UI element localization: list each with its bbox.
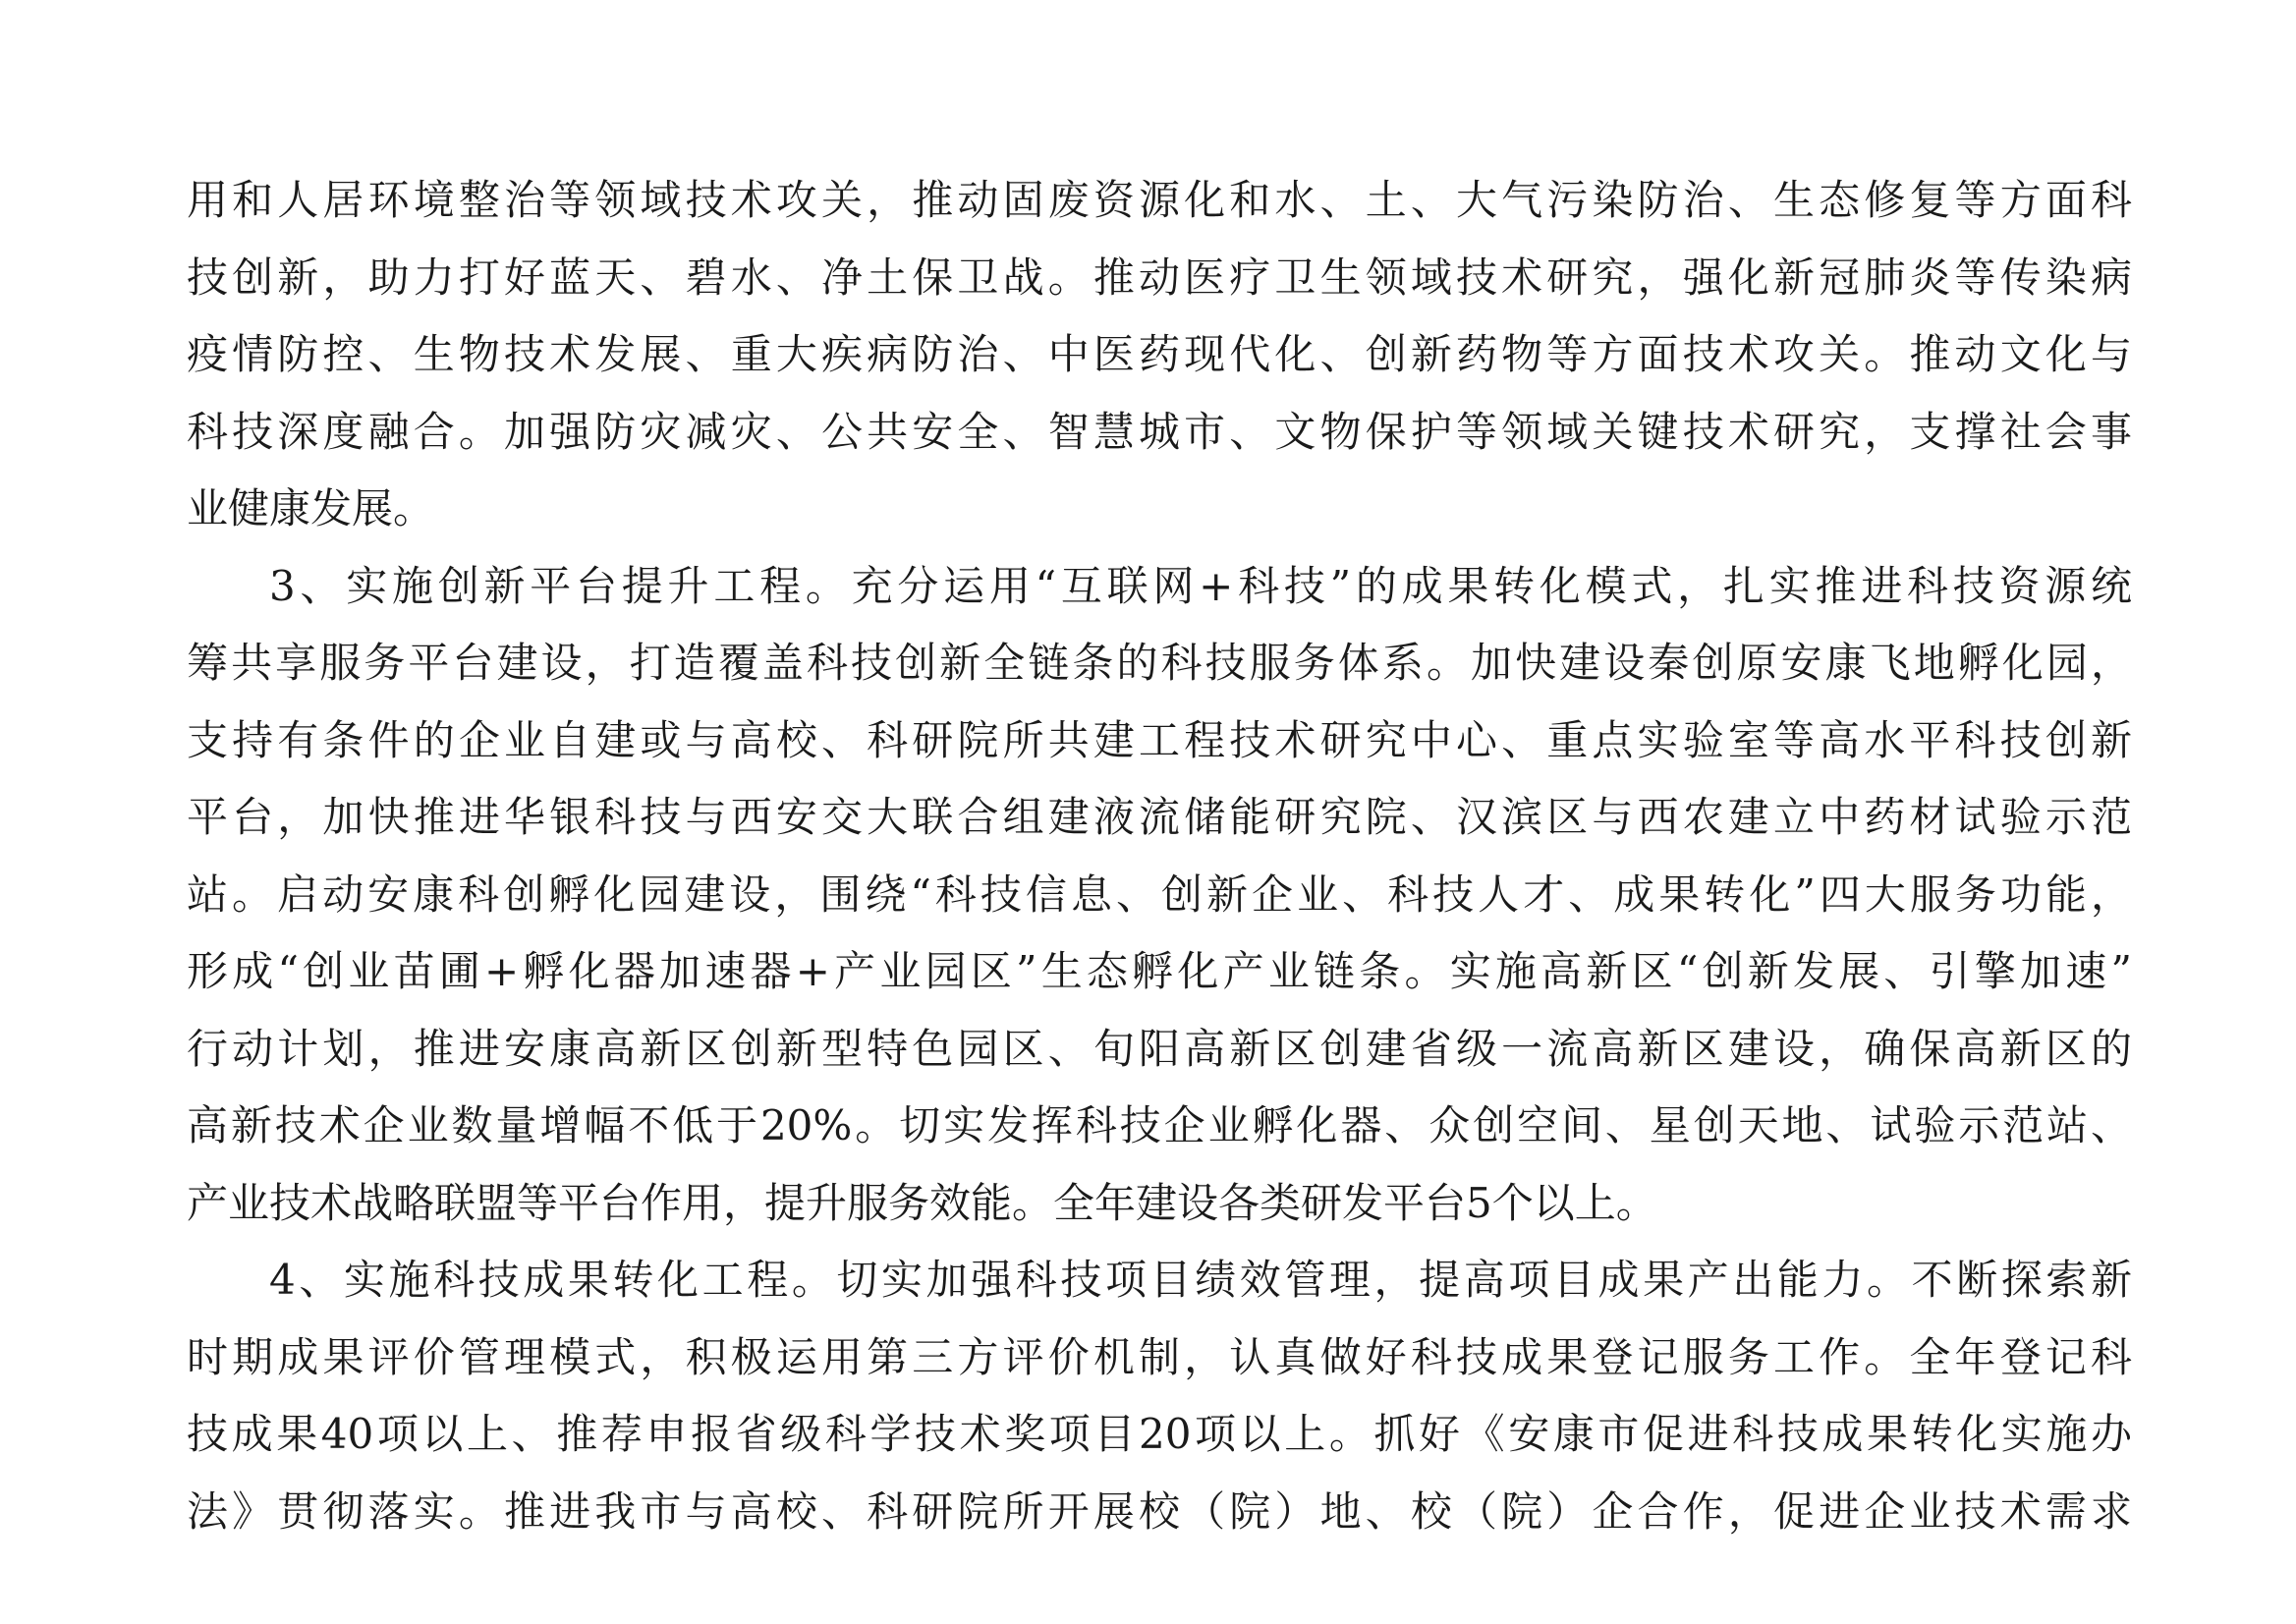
text-line: 疫情防控、生物技术发展、重大疾病防治、中医药现代化、创新药物等方面技术攻关。推动文化与	[187, 330, 2132, 378]
text-line: 业健康发展。	[187, 484, 435, 532]
text-line: 平台，加快推进华银科技与西安交大联合组建液流储能研究院、汉滨区与西农建立中药材试验示范	[187, 793, 2132, 841]
text-line: 支持有条件的企业自建或与高校、科研院所共建工程技术研究中心、重点实验室等高水平科技创新	[187, 715, 2132, 764]
text-line: 技创新，助力打好蓝天、碧水、净土保卫战。推动医疗卫生领域技术研究，强化新冠肺炎等传染病	[187, 252, 2132, 302]
text-line: 用和人居环境整治等领域技术攻关，推动固废资源化和水、土、大气污染防治、生态修复等方面科	[187, 176, 2132, 224]
text-line: 高新技术企业数量增幅不低于20%。切实发挥科技企业孵化器、众创空间、星创天地、试验示范站、	[187, 1101, 2132, 1149]
text-line: 科技深度融合。加强防灾减灾、公共安全、智慧城市、文物保护等领域关键技术研究，支撑社会事	[187, 407, 2132, 456]
text-line: 技成果40项以上、推荐申报省级科学技术奖项目20项以上。抓好《安康市促进科技成果转化实施办	[187, 1410, 2132, 1458]
text-line: 法》贯彻落实。推进我市与高校、科研院所开展校（院）地、校（院）企合作，促进企业技术需求	[187, 1486, 2132, 1536]
paragraph-3	[187, 1242, 2132, 1550]
text-line: 4、实施科技成果转化工程。切实加强科技项目绩效管理，提高项目成果产出能力。不断探索新	[269, 1256, 2132, 1304]
paragraph-1	[187, 162, 2132, 548]
text-line: 形成“创业苗圃+孵化器加速器+产业园区”生态孵化产业链条。实施高新区“创新发展、引擎加速”	[187, 947, 2132, 995]
text-line: 站。启动安康科创孵化园建设，围绕“科技信息、创新企业、科技人才、成果转化”四大服务功能，	[187, 869, 2132, 919]
paragraph-2	[187, 548, 2132, 1243]
text-line: 时期成果评价管理模式，积极运用第三方评价机制，认真做好科技成果登记服务工作。全年登记科	[187, 1332, 2132, 1381]
text-line: 产业技术战略联盟等平台作用，提升服务效能。全年建设各类研发平台5个以上。	[187, 1178, 1657, 1227]
text-line: 行动计划，推进安康高新区创新型特色园区、旬阳高新区创建省级一流高新区建设，确保高新区的	[187, 1024, 2132, 1073]
text-line: 筹共享服务平台建设，打造覆盖科技创新全链条的科技服务体系。加快建设秦创原安康飞地孵化园，	[187, 639, 2132, 687]
body-text	[187, 162, 2132, 1550]
text-line: 3、实施创新平台提升工程。充分运用“互联网+科技”的成果转化模式，扎实推进科技资源统	[269, 561, 2132, 610]
